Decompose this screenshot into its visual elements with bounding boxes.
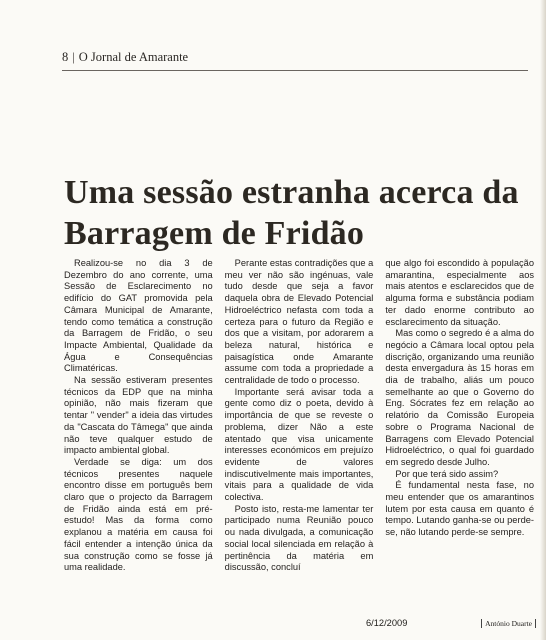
- article-column-3: [385, 258, 534, 616]
- page-header: [62, 46, 528, 68]
- header-separator: |: [72, 49, 75, 64]
- paragraph: Mas como o segredo é a alma do negócio a Câmara local optou pela discrição, organizando uma reunião desta envergadura às 15 horas em dia de trabalho, aliás um pouco semelhante ao que o Governo do Eng. Sócrates fez em relação ao relatório da Comissão Europeia sobre o Programa Nacional de Barragens com Elevado Potencial Hidroeléctrico, o qual foi guardado em segredo desde Julho.: [385, 328, 535, 467]
- article-date: 6/12/2009: [366, 618, 408, 628]
- page-edge-shadow: [540, 0, 546, 640]
- paragraph: É fundamental nesta fase, no meu entender que os amarantinos lutem por esta causa em quanto é tempo. Lutando ganha-se ou perde-se, não lutando perde-se sempre.: [385, 480, 535, 538]
- article-column-1: [64, 258, 213, 616]
- article-body: [64, 258, 534, 616]
- page-number: 8: [62, 49, 69, 64]
- paragraph: Na sessão estiveram presentes técnicos da EDP que na minha opinião, não mais fizeram que tentar " vender" a ideia das virtudes da "Cascata do Tâmega" que ainda não teve qualquer estudo de impacto ambiental global.: [64, 375, 213, 456]
- paragraph: Perante estas contradições que a meu ver não são ingénuas, vale tudo desde que seja a favor daquela obra de Elevado Potencial Hidroeléctrico nefasta com toda a certeza para o futuro da Região e dos que a visitam, por adorarem a beleza natural, histórica e paisagística onde Amarante assume com toda a propriedade a centralidade de todo o processo.: [224, 258, 374, 386]
- author-signature: António Duarte: [481, 619, 536, 628]
- paragraph: Posto isto, resta-me lamentar ter participado numa Reunião pouco ou nada divulgada, a comunicação social local silenciada em relação à pertinência da matéria em discussão, concluí: [224, 503, 374, 573]
- article-footer: [366, 616, 536, 630]
- publication-name: O Jornal de Amarante: [78, 49, 189, 64]
- paragraph: Realizou-se no dia 3 de Dezembro do ano corrente, uma Sessão de Esclarecimento no edifício do GAT promovida pela Câmara Municipal de Amarante, tendo como temática a construção da Barragem de Fridão, o seu Impacte Ambiental, Qualidade da Água e Consequências Climatéricas.: [64, 258, 213, 374]
- paragraph: que algo foi escondido à população amarantina, especialmente aos mais atentos e esclarecidos que de alguma forma e substância podiam ter dado enorme contributo ao esclarecimento da situação.: [385, 258, 535, 327]
- paragraph: Verdade se diga: um dos técnicos presentes naquele encontro disse em português bem claro que o projecto da Barragem de Fridão ainda está em pré-estudo! Mas da forma como explanou a matéria em causa foi fácil entender a intenção única da sua construção como se fosse já uma realidade.: [64, 456, 213, 573]
- paragraph: Por que terá sido assim?: [395, 468, 499, 479]
- article-column-2: [225, 258, 374, 616]
- header-rule: [62, 70, 528, 71]
- article-headline: Uma sessão estranha acerca da Barragem de Fridão: [64, 174, 519, 252]
- paragraph: Importante será avisar toda a gente como diz o poeta, devido à importância de que se reveste o problema, dizer Não a este atentado que visa unicamente interesses económicos em prejuízo evidente de valores indiscutivelmente mais importantes, vitais para a qualidade de vida colectiva.: [224, 386, 374, 503]
